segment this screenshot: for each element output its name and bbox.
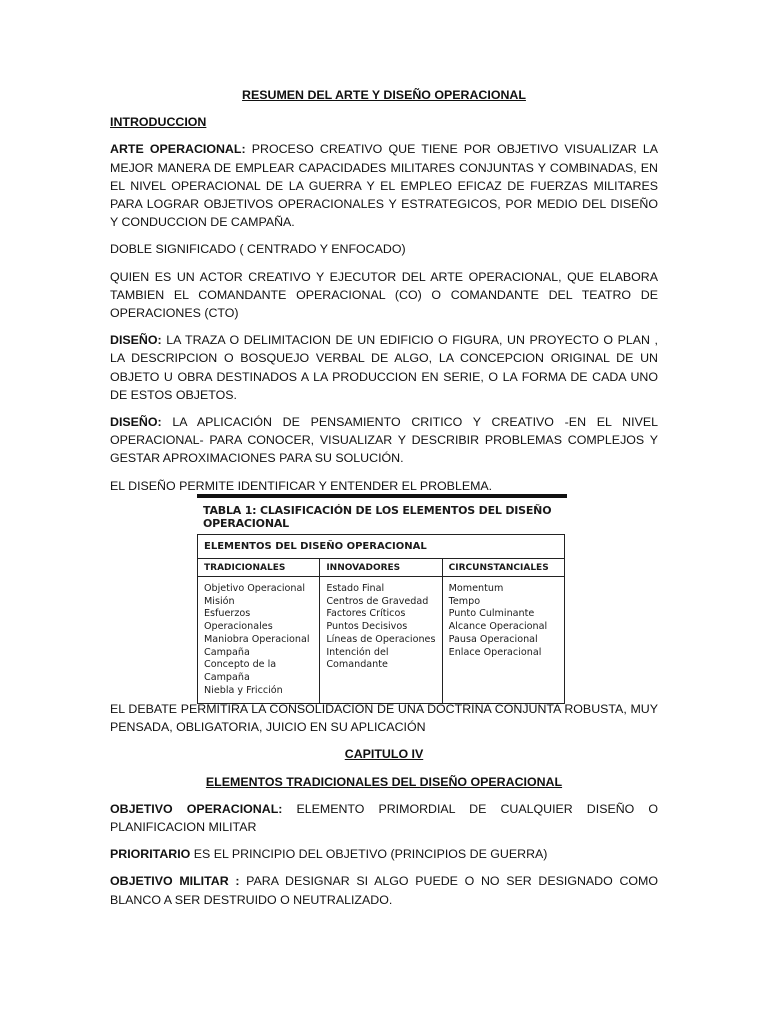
column-items <box>443 577 564 693</box>
column-tradicionales <box>198 559 320 703</box>
list-item: Enlace Operacional <box>448 646 542 658</box>
list-item: Campaña <box>204 646 250 658</box>
list-item: Pausa Operacional <box>448 633 538 645</box>
paragraph-debate: EL DEBATE PERMITIRA LA CONSOLIDACION DE UNA DOCTRINA CONJUNTA ROBUSTA, MUY PENSADA, OBLIGATORIA, JUICIO EN SU APLICACIÓN <box>110 702 658 735</box>
list-item: Puntos Decisivos <box>326 621 408 633</box>
term-definition: LA APLICACIÓN DE PENSAMIENTO CRITICO Y CREATIVO -EN EL NIVEL OPERACIONAL- PARA CONOCER, VISUALIZAR Y DESCRIBIR PROBLEMAS COMPLEJOS Y GESTAR APROXIMACIONES PARA SU SOLUCIÓN. <box>110 415 658 466</box>
list-item: Misión <box>204 595 235 607</box>
table-title: TABLA 1: CLASIFICACIÓN DE LOS ELEMENTOS DEL DISEÑO OPERACIONAL <box>197 494 567 534</box>
paragraph-prioritario <box>110 845 658 863</box>
term-label: OBJETIVO OPERACIONAL: <box>110 801 283 816</box>
column-header: TRADICIONALES <box>198 559 319 577</box>
document-page <box>110 86 658 504</box>
term-label: OBJETIVO MILITAR : <box>110 874 240 889</box>
paragraph-diseno-2 <box>110 413 658 468</box>
list-item: Maniobra Operacional <box>204 633 310 645</box>
document-page-continued <box>110 700 658 918</box>
paragraph-arte-operacional <box>110 140 658 231</box>
list-item: Líneas de Operaciones <box>326 633 436 645</box>
term-definition: ES EL PRINCIPIO DEL OBJETIVO (PRINCIPIOS DE GUERRA) <box>190 847 548 862</box>
column-header: CIRCUNSTANCIALES <box>443 559 564 577</box>
list-item: Momentum <box>448 583 504 594</box>
term-definition: PROCESO CREATIVO QUE TIENE POR OBJETIVO VISUALIZAR LA MEJOR MANERA DE EMPLEAR CAPACIDADES MILITARES CONJUNTAS Y COMBINADAS, EN EL NIVEL OPERACIONAL DE LA GUERRA Y EL EMPLEO EFICAZ DE FUERZAS MILITARES PARA LOGRAR OBJETIVOS OPERACIONALES Y ESTRATEGICOS, POR MEDIO DEL DISEÑO Y CONDUCCION DE CAMPAÑA. <box>110 142 659 230</box>
list-item: Intención del Comandante <box>326 646 389 671</box>
chapter-title: ELEMENTOS TRADICIONALES DEL DISEÑO OPERACIONAL <box>205 774 563 789</box>
term-definition: ELEMENTO PRIMORDIAL DE CUALQUIER DISEÑO O PLANIFICACION MILITAR <box>110 801 659 835</box>
paragraph-objetivo-operacional <box>110 800 658 836</box>
list-item: Esfuerzos Operacionales <box>204 608 273 633</box>
list-item: Niebla y Fricción <box>204 684 283 696</box>
column-innovadores <box>320 559 442 703</box>
term-definition: LA TRAZA O DELIMITACION DE UN EDIFICIO O FIGURA, UN PROYECTO O PLAN , LA DESCRIPCION O BOSQUEJO VERBAL DE ALGO, LA CONCEPCION ORIGINAL DE UN OBJETO U OBRA DESTINADOS A LA PRODUCCION EN SERIE, O LA FORMA DE CADA UNO DE ESTOS OBJETOS. <box>110 333 658 402</box>
list-item: Objetivo Operacional <box>204 583 306 594</box>
chapter-label: CAPITULO IV <box>344 747 424 762</box>
intro-heading: INTRODUCCION <box>110 115 207 130</box>
paragraph-actor-creativo: QUIEN ES UN ACTOR CREATIVO Y EJECUTOR DEL ARTE OPERACIONAL, QUE ELABORA TAMBIEN EL COMANDANTE OPERACIONAL (CO) O COMANDANTE DEL TEATRO DE OPERACIONES (CTO) <box>110 269 658 321</box>
term-label: DISEÑO: <box>110 333 162 348</box>
term-definition: PARA DESIGNAR SI ALGO PUEDE O NO SER DESIGNADO COMO BLANCO A SER DESTRUIDO O NEUTRALIZADO. <box>110 874 658 907</box>
column-items <box>198 577 319 703</box>
classification-table <box>197 494 567 696</box>
list-item: Estado Final <box>326 583 385 594</box>
list-item: Punto Culminante <box>448 608 535 620</box>
list-item: Concepto de la Campaña <box>204 659 277 683</box>
term-label: DISEÑO: <box>110 415 162 430</box>
table-columns <box>198 559 564 703</box>
table-header: ELEMENTOS DEL DISEÑO OPERACIONAL <box>198 535 564 559</box>
list-item: Factores Críticos <box>326 608 406 620</box>
column-header: INNOVADORES <box>320 559 441 577</box>
paragraph-diseno-permite: EL DISEÑO PERMITE IDENTIFICAR Y ENTENDER EL PROBLEMA. <box>110 478 493 493</box>
list-item: Tempo <box>448 595 481 607</box>
column-circunstanciales <box>443 559 564 703</box>
list-item: Centros de Gravedad <box>326 595 429 607</box>
term-label: ARTE OPERACIONAL: <box>110 142 246 157</box>
table-frame <box>197 534 565 704</box>
paragraph-doble-significado: DOBLE SIGNIFICADO ( CENTRADO Y ENFOCADO) <box>110 242 406 257</box>
column-items <box>320 577 441 693</box>
document-title: RESUMEN DEL ARTE Y DISEÑO OPERACIONAL <box>242 88 526 102</box>
list-item: Alcance Operacional <box>448 621 548 633</box>
term-label: PRIORITARIO <box>110 847 191 862</box>
paragraph-diseno-1 <box>110 331 658 404</box>
paragraph-objetivo-militar <box>110 872 658 908</box>
